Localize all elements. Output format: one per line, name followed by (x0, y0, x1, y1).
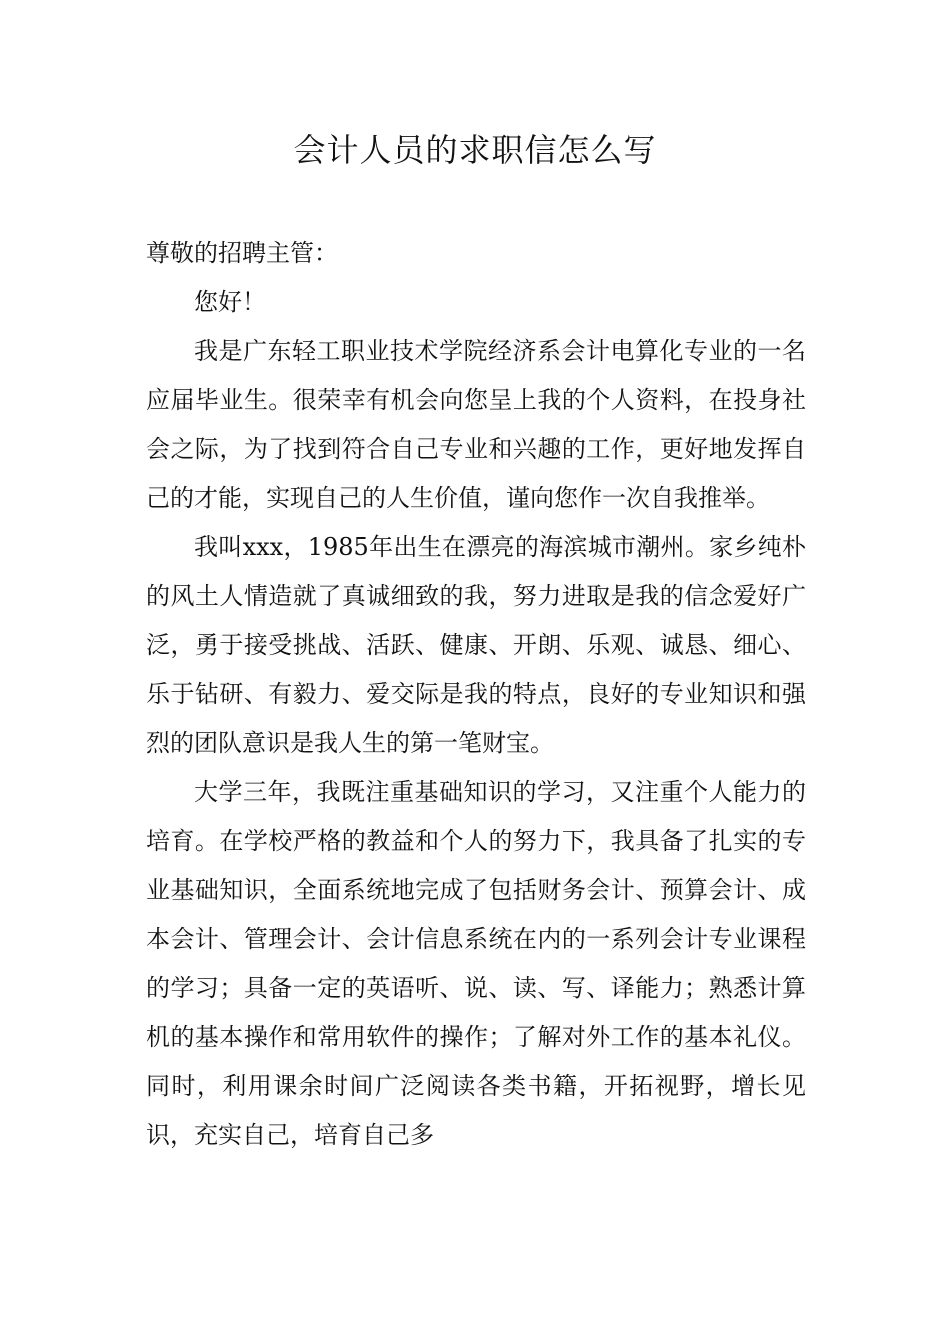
letter-body (146, 229, 806, 1160)
paragraph-introduction: 我是广东轻工职业技术学院经济系会计电算化专业的一名应届毕业生。很荣幸有机会向您呈上我的个人资料，在投身社会之际，为了找到符合自己专业和兴趣的工作，更好地发挥自己的才能，实现自己的人生价值，谨向您作一次自我推举。 (146, 337, 806, 512)
document-title: 会计人员的求职信怎么写 (293, 131, 657, 169)
salutation: 尊敬的招聘主管： (146, 239, 338, 267)
paragraph-education: 大学三年，我既注重基础知识的学习，又注重个人能力的培育。在学校严格的教益和个人的努力下，我具备了扎实的专业基础知识，全面系统地完成了包括财务会计、预算会计、成本会计、管理会计、会计信息系统在内的一系列会计专业课程的学习；具备一定的英语听、说、读、写、译能力；熟悉计算机的基本操作和常用软件的操作；了解对外工作的基本礼仪。同时，利用课余时间广泛阅读各类书籍，开拓视野，增长见识，充实自己，培育自己多 (146, 778, 806, 1149)
paragraph-personal-background: 我叫xxx，1985年出生在漂亮的海滨城市潮州。家乡纯朴的风土人情造就了真诚细致的我，努力进取是我的信念爱好广泛，勇于接受挑战、活跃、健康、开朗、乐观、诚恳、细心、乐于钻研、有毅力、爱交际是我的特点，良好的专业知识和强烈的团队意识是我人生的第一笔财宝。 (146, 533, 806, 757)
greeting: 您好！ (194, 288, 266, 316)
